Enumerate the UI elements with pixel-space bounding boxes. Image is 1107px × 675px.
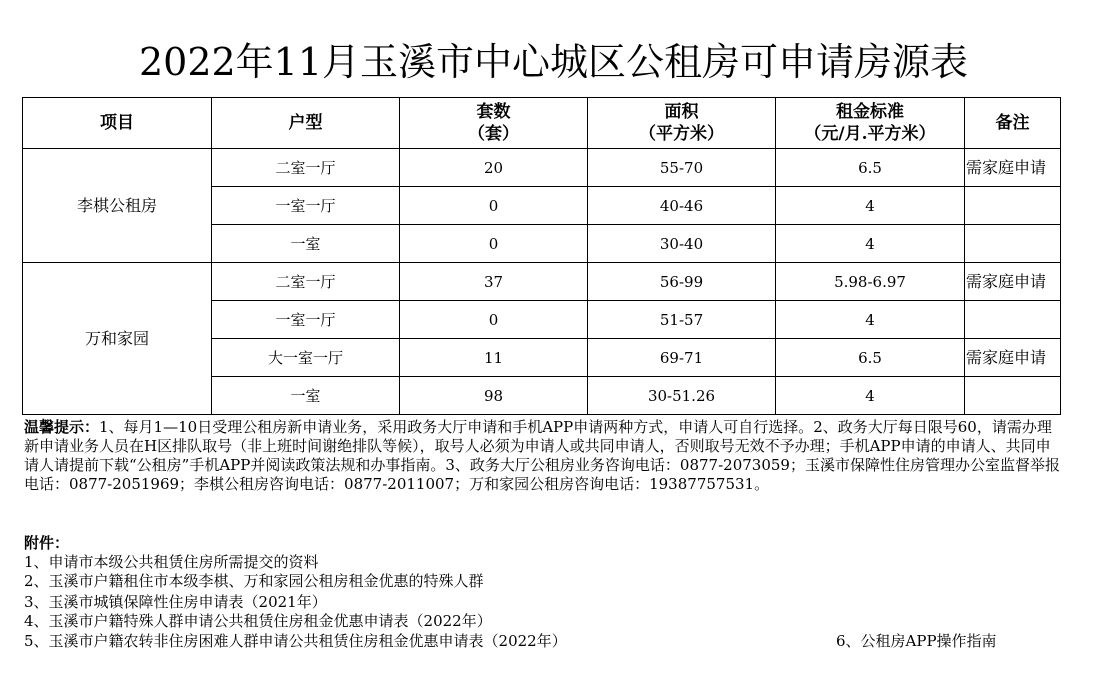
note-cell: 需家庭申请: [965, 339, 1061, 377]
area-cell: 56-99: [588, 263, 776, 301]
type-cell: 一室一厅: [212, 301, 400, 339]
count-cell: 0: [400, 225, 588, 263]
header-area: 面积 （平方米）: [588, 98, 776, 149]
attachment-item: 5、玉溪市户籍农转非住房困难人群申请公共租赁住房租金优惠申请表（2022年）: [24, 632, 567, 650]
attachment-item: 6、公租房APP操作指南: [836, 632, 997, 650]
rent-cell: 4: [776, 301, 965, 339]
header-project: 项目: [23, 98, 212, 149]
attachments-heading: 附件：: [24, 534, 70, 552]
tips-paragraph: [24, 418, 1064, 494]
attachment-item: 1、申请市本级公共租赁住房所需提交的资料: [24, 553, 319, 571]
type-cell: 一室: [212, 377, 400, 415]
count-cell: 98: [400, 377, 588, 415]
count-cell: 37: [400, 263, 588, 301]
project-cell: 万和家园: [23, 263, 212, 415]
count-cell: 11: [400, 339, 588, 377]
rent-cell: 6.5: [776, 339, 965, 377]
note-cell: [965, 187, 1061, 225]
rent-cell: 4: [776, 187, 965, 225]
area-cell: 69-71: [588, 339, 776, 377]
note-cell: [965, 377, 1061, 415]
count-cell: 20: [400, 149, 588, 187]
rent-cell: 6.5: [776, 149, 965, 187]
area-cell: 30-51.26: [588, 377, 776, 415]
count-cell: 0: [400, 301, 588, 339]
rent-cell: 5.98-6.97: [776, 263, 965, 301]
attachment-item: 2、玉溪市户籍租住市本级李棋、万和家园公租房租金优惠的特殊人群: [24, 572, 484, 590]
rent-cell: 4: [776, 225, 965, 263]
table-row: [23, 149, 1061, 187]
type-cell: 二室一厅: [212, 263, 400, 301]
note-cell: 需家庭申请: [965, 149, 1061, 187]
type-cell: 一室: [212, 225, 400, 263]
attachment-item: 4、玉溪市户籍特殊人群申请公共租赁住房租金优惠申请表（2022年）: [24, 612, 492, 630]
type-cell: 大一室一厅: [212, 339, 400, 377]
header-type: 户型: [212, 98, 400, 149]
page-title: 2022年11月玉溪市中心城区公租房可申请房源表: [138, 40, 969, 84]
project-cell: 李棋公租房: [23, 149, 212, 263]
rent-cell: 4: [776, 377, 965, 415]
attachment-item: 3、玉溪市城镇保障性住房申请表（2021年）: [24, 593, 327, 611]
area-cell: 30-40: [588, 225, 776, 263]
header-note: 备注: [965, 98, 1061, 149]
count-cell: 0: [400, 187, 588, 225]
housing-table: [22, 97, 1061, 415]
note-cell: 需家庭申请: [965, 263, 1061, 301]
type-cell: 一室一厅: [212, 187, 400, 225]
note-cell: [965, 225, 1061, 263]
type-cell: 二室一厅: [212, 149, 400, 187]
table-row: [23, 263, 1061, 301]
area-cell: 51-57: [588, 301, 776, 339]
table-header-row: [23, 98, 1061, 149]
tips-label: 温馨提示：: [24, 418, 100, 436]
note-cell: [965, 301, 1061, 339]
header-count: 套数 （套）: [400, 98, 588, 149]
header-rent: 租金标准 （元/月.平方米）: [776, 98, 965, 149]
area-cell: 55-70: [588, 149, 776, 187]
tips-text: 1、每月1—10日受理公租房新申请业务，采用政务大厅申请和手机APP申请两种方式，申请人可自行选择。2、政务大厅每日限号60，请需办理新申请业务人员在H区排队取号（非上班时间谢绝排队等候），取号人必须为申请人或共同申请人，否则取号无效不予办理；手机APP申请的申请人、共同申请人请提前下载“公租房”手机APP并阅读政策法规和办事指南。3、政务大厅公租房业务咨询电话：0877-2073059；玉溪市保障性住房管理办公室监督举报电话：0877-2051969；李棋公租房咨询电话：0877-2011007；万和家园公租房咨询电话：19387757531。: [24, 418, 1060, 493]
area-cell: 40-46: [588, 187, 776, 225]
